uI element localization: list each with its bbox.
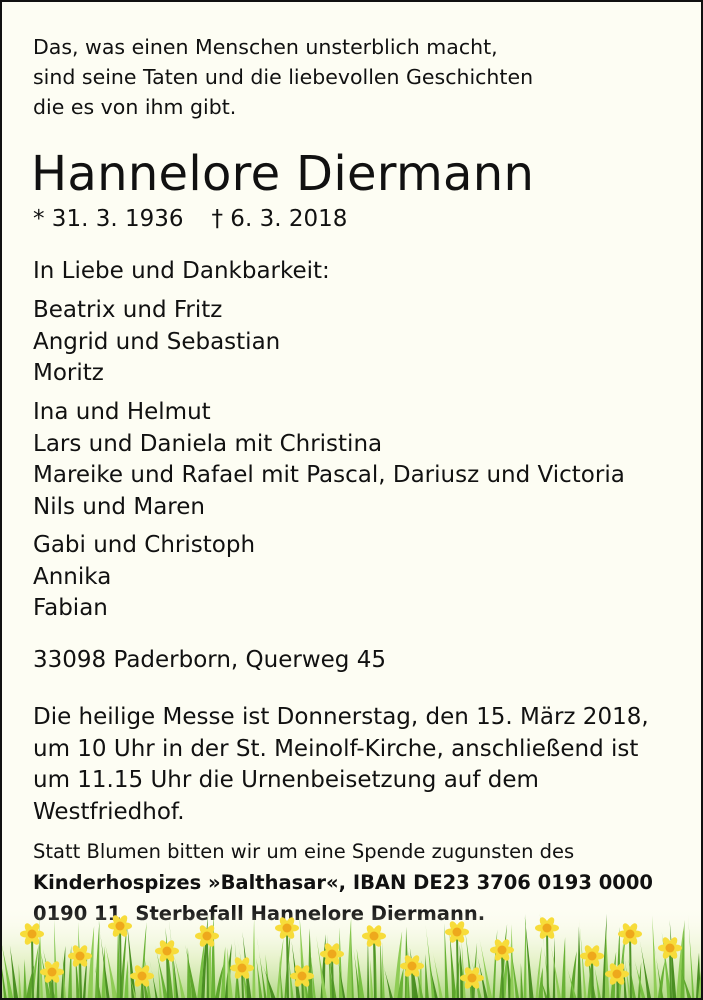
mourner-line: Moritz — [33, 360, 104, 386]
mourner-line: Mareike und Rafael mit Pascal, Dariusz und Victoria — [33, 462, 625, 488]
mourner-line: Fabian — [33, 595, 108, 621]
family-group-1 — [33, 295, 280, 390]
mourner-line: Beatrix und Fritz — [33, 297, 223, 323]
mourner-line: Ina und Helmut — [33, 399, 211, 425]
donation-line: Statt Blumen bitten wir um eine Spende zugunsten des — [33, 840, 575, 863]
birth-date: * 31. 3. 1936 — [33, 206, 184, 232]
service-line: Die heilige Messe ist Donnerstag, den 15. März 2018, — [33, 704, 649, 730]
mourner-line: Lars und Daniela mit Christina — [33, 430, 383, 457]
daffodil-meadow — [2, 906, 701, 998]
donation-recipient: Kinderhospizes »Balthasar«, IBAN DE23 3706 0193 0000 — [33, 871, 653, 894]
death-date: † 6. 3. 2018 — [211, 206, 348, 232]
life-dates — [33, 203, 347, 235]
mourner-line: Angrid und Sebastian — [33, 328, 281, 355]
deceased-name: Hannelore Diermann — [31, 146, 535, 202]
mourner-line: Annika — [33, 563, 112, 590]
service-notice — [33, 702, 649, 828]
family-address — [33, 645, 386, 677]
quote-line: sind seine Taten und die liebevollen Geschichten — [33, 65, 534, 89]
intro-line: In Liebe und Dankbarkeit: — [33, 258, 330, 284]
family-group-2 — [33, 397, 625, 523]
quote-line: Das, was einen Menschen unsterblich macht, — [33, 35, 498, 59]
mourner-line: Nils und Maren — [33, 493, 205, 520]
family-group-3 — [33, 530, 255, 625]
service-line: um 11.15 Uhr die Urnenbeisetzung auf dem — [33, 767, 539, 793]
mourner-line: Gabi und Christoph — [33, 532, 256, 558]
address-line: 33098 Paderborn, Querweg 45 — [33, 647, 386, 673]
memorial-quote — [33, 32, 533, 122]
service-line: um 10 Uhr in der St. Meinolf-Kirche, anschließend ist — [33, 735, 639, 762]
mourners-intro — [33, 256, 330, 288]
service-line: Westfriedhof. — [33, 798, 185, 825]
quote-line: die es von ihm gibt. — [33, 95, 237, 119]
